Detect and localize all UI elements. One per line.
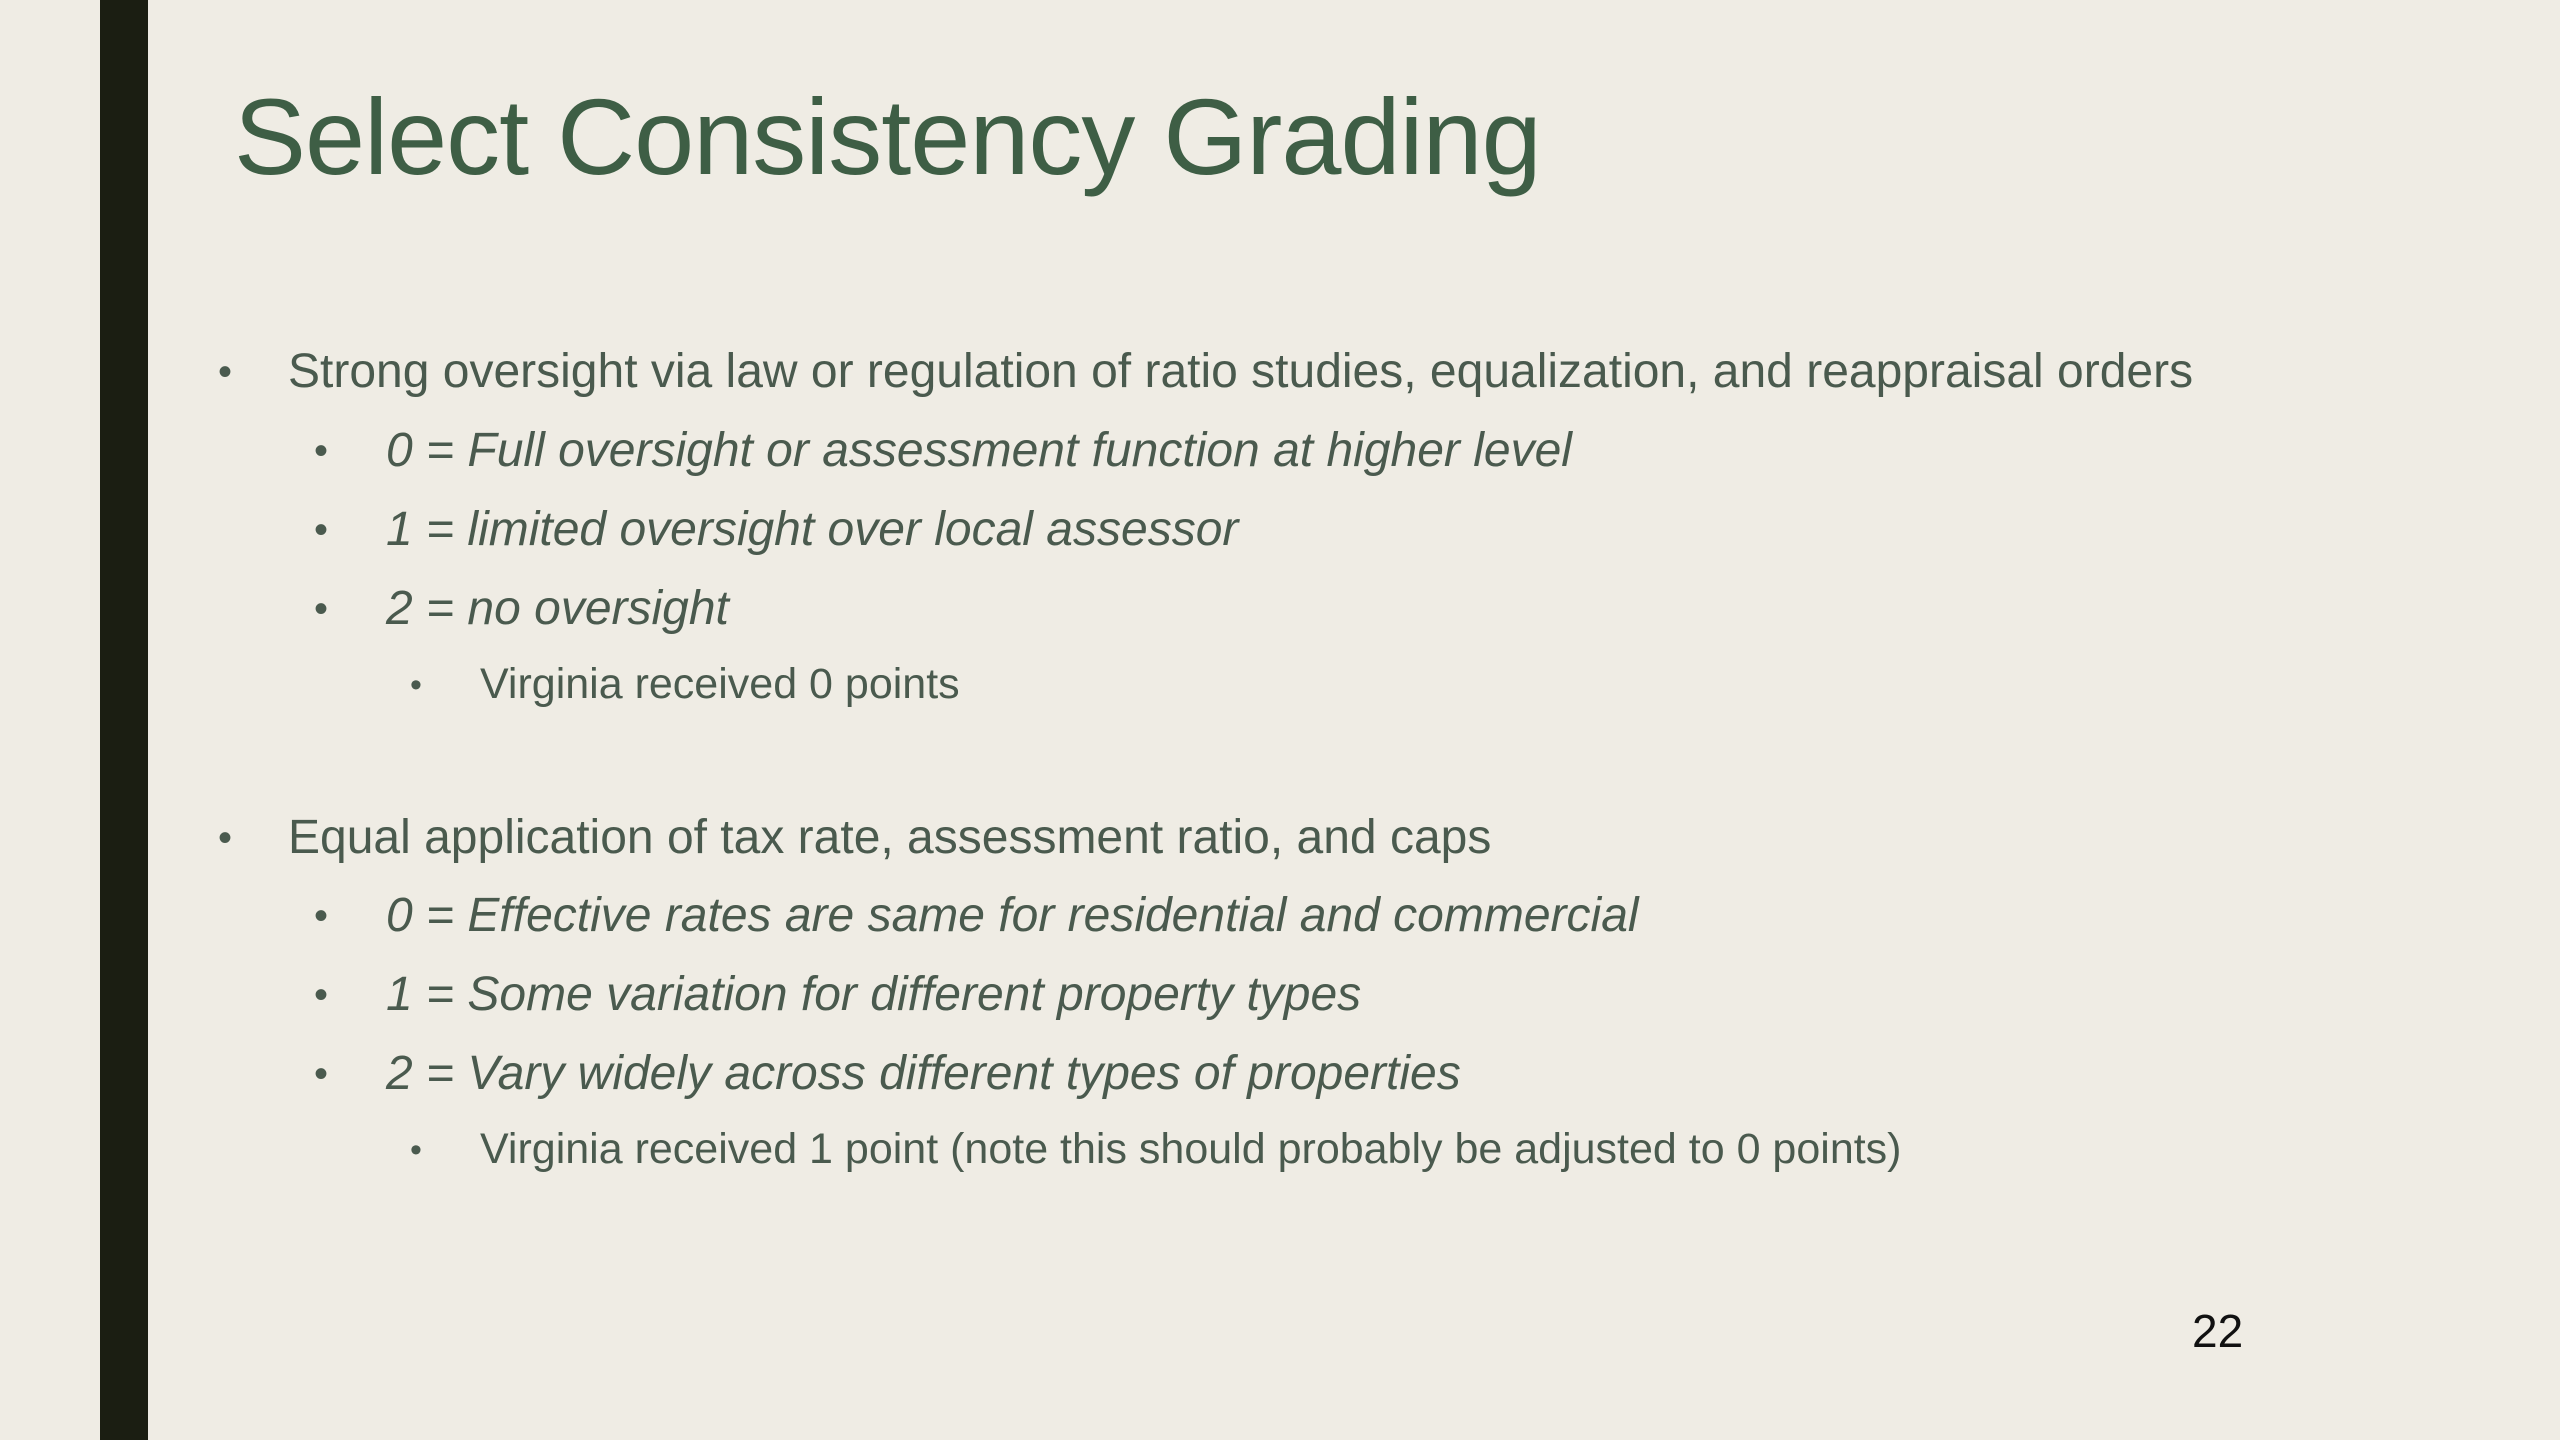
bullet-icon: • [410,1131,422,1169]
grading-option [314,968,1362,1021]
section-heading [218,811,1492,864]
virginia-score-note-text: Virginia received 0 points [480,660,960,708]
bullet-icon: • [314,429,329,473]
grading-option [314,889,1639,942]
virginia-score-note [410,660,960,708]
grading-option [314,424,1572,477]
page-number: 22 [2192,1305,2244,1357]
bullet-icon: • [314,587,329,631]
bullet-icon: • [314,508,329,552]
grading-option-text: 0 = Full oversight or assessment function at higher level [386,424,1572,477]
grading-option-text: 1 = limited oversight over local assessor [386,503,1239,556]
grading-option-text: 2 = no oversight [386,582,729,635]
grading-option [314,503,1239,556]
grading-option [314,582,729,635]
grading-option [314,1047,1461,1100]
bullet-icon: • [314,973,329,1017]
section-heading-text: Equal application of tax rate, assessment ratio, and caps [288,811,1492,864]
section-heading-text: Strong oversight via law or regulation of ratio studies, equalization, and reappraisal orders [288,345,2194,398]
grading-option-text: 1 = Some variation for different property types [386,968,1362,1021]
bullet-icon: • [314,894,329,938]
bullet-icon: • [218,350,233,394]
section-heading [218,345,2194,398]
bullet-icon: • [314,1052,329,1096]
bullet-icon: • [410,666,422,704]
slide-title: Select Consistency Grading [234,76,1541,197]
bullet-icon: • [218,816,233,860]
grading-option-text: 2 = Vary widely across different types of properties [386,1047,1461,1100]
virginia-score-note [410,1125,1902,1173]
virginia-score-note-text: Virginia received 1 point (note this should probably be adjusted to 0 points) [480,1125,1902,1173]
grading-option-text: 0 = Effective rates are same for residential and commercial [386,889,1639,942]
